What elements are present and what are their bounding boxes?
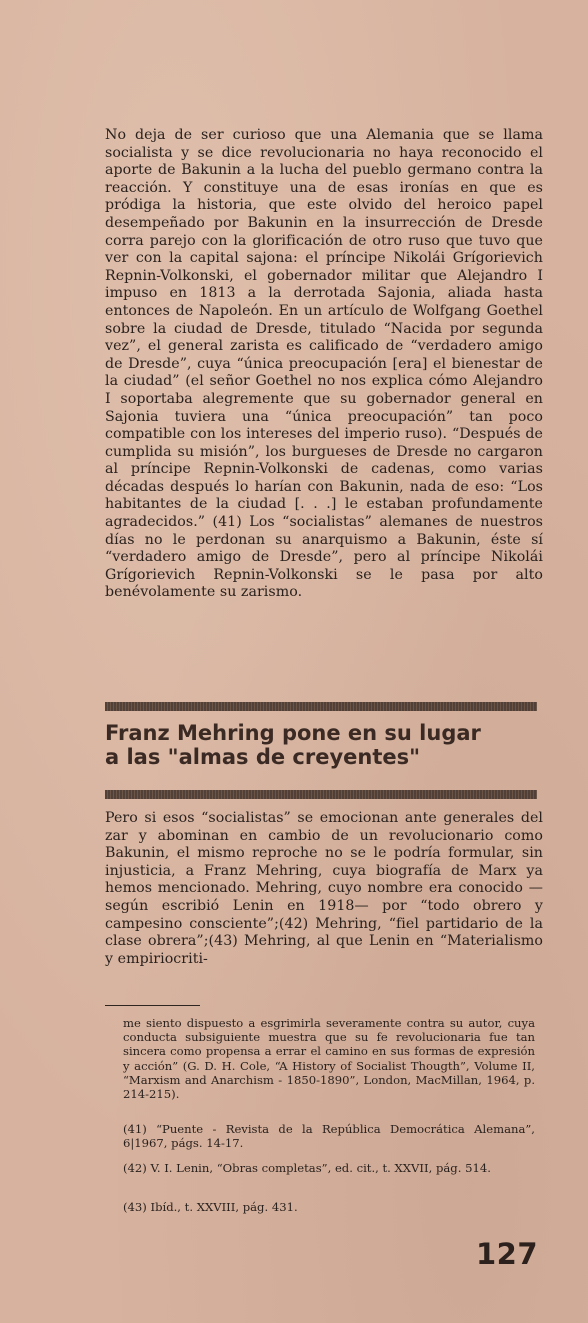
footnote-continuation: me siento dispuesto a esgrimirla severamente contra su autor, cuya conducta subsiguiente muestra que su fe revolucionaria fue tan sincera como propensa a errar el camino en sus formas de expresión y acción” (G. D. H. Cole, “A History of Socialist Thougth”, Volume II, “Marxism and Anarchism - 1850-1890”, London, MacMillan, 1964, p. 214-215). [123, 1016, 535, 1102]
footnote-41: (41) “Puente - Revista de la República Democrática Alemana”, 6|1967, págs. 14-17. [123, 1122, 535, 1151]
footnote-42: (42) V. I. Lenin, “Obras completas”, ed. cit., t. XXVII, pág. 514. [123, 1161, 491, 1175]
heading-rule-top [105, 702, 537, 711]
footnote-43: (43) Ibíd., t. XXVIII, pág. 431. [123, 1200, 298, 1214]
heading-rule-bottom [105, 790, 537, 799]
footnote-separator [105, 1005, 200, 1006]
section-heading-line-2: a las "almas de creyentes" [105, 745, 421, 769]
section-heading [105, 721, 545, 769]
section-heading-line-1: Franz Mehring pone en su lugar [105, 721, 481, 745]
main-paragraph: No deja de ser curioso que una Alemania que se llama socialista y se dice revolucionaria no haya reconocido el aporte de Bakunin a la lucha del pueblo germano contra la reacción. Y constituye una de esas ironías en que es pródiga la historia, que este olvido del heroico papel desempeñado por Bakunin en la insurrección de Dresde corra parejo con la glorificación de otro ruso que tuvo que ver con la capital sajona: el príncipe Nikolái Grígorievich Repnin-Volkonski, el gobernador militar que Alejandro I impuso en 1813 a la derrotada Sajonia, aliada hasta entonces de Napoleón. En un artículo de Wolfgang Goethel sobre la ciudad de Dresde, titulado “Nacida por segunda vez”, el general zarista es calificado de “verdadero amigo de Dresde”, cuya “única preocupación [era] el bienestar de la ciudad” (el señor Goethel no nos explica cómo Alejandro I soportaba alegremente que su gobernador general en Sajonia tuviera una “única preocupación” tan poco compatible con los intereses del imperio ruso). “Después de cumplida su misión”, los burgueses de Dresde no cargaron al príncipe Repnin-Volkonski de cadenas, como varias décadas después lo harían con Bakunin, nada de eso: “Los habitantes de la ciudad [. . .] le estaban profundamente agradecidos.” (41) Los “socialistas” alemanes de nuestros días no le perdonan su anarquismo a Bakunin, éste sí “verdadero amigo de Dresde”, pero al príncipe Nikolái Grígorievich Repnin-Volkonski se le pasa por alto benévolamente su zarismo. [105, 127, 543, 601]
section-paragraph: Pero si esos “socialistas” se emocionan ante generales del zar y abominan en cambio de un revolucionario como Bakunin, el mismo reproche no se le podría formular, sin injusticia, a Franz Mehring, cuya biografía de Marx ya hemos mencionado. Mehring, cuyo nombre era conocido —según escribió Lenin en 1918— por “todo obrero y campesino consciente”;(42) Mehring, “fiel partidario de la clase obrera”;(43) Mehring, al que Lenin en “Materialismo y empiriocriti- [105, 810, 543, 967]
page-number: 127 [476, 1237, 539, 1271]
